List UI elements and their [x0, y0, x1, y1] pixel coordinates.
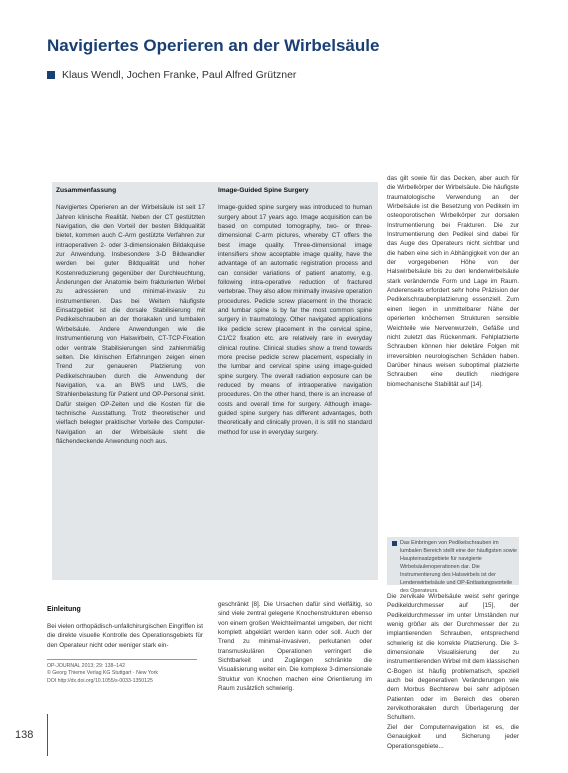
footnote-divider	[47, 659, 197, 660]
intro-heading: Einleitung	[47, 606, 81, 613]
page-number-divider	[47, 714, 48, 756]
square-bullet-icon	[47, 71, 55, 79]
highlight-marker-icon	[392, 541, 397, 546]
journal-copyright: © Georg Thieme Verlag KG Stuttgart · New York	[47, 670, 158, 677]
summary-german-heading: Zusammenfassung	[56, 187, 117, 194]
middle-column-text	[218, 600, 372, 754]
page-number: 138	[15, 729, 34, 741]
journal-doi: DOI http://dx.doi.org/10.1055/s-0033-1350125	[47, 677, 153, 684]
right-column-paragraph-3: Ziel der Computernavigation ist es, die Genauigkeit und Sicherung jeder Operationsgebiete...	[387, 724, 519, 750]
journal-info	[47, 663, 207, 685]
journal-citation: OP-JOURNAL 2013; 29: 138–142	[47, 663, 125, 669]
authors: Klaus Wendl, Jochen Franke, Paul Alfred Grützner	[62, 69, 297, 81]
right-column-text-3	[387, 723, 519, 761]
intro-paragraph: Bei vielen orthopädisch-unfallchirurgischen Eingriffen ist die direkte visuelle Kontrolle des Operationsgebiets für den Operateur nicht oder weniger stark ein-	[47, 623, 203, 649]
middle-column-paragraph: geschränkt [8]. Die Ursachen dafür sind vielfältig, so sind viele zentral gelegene Knochenstrukturen ebenso von einem großen Weichteilmantel umgeben, der nicht komplett abgeklärt werden kann oder soll. Auch der Trend zu minimal-invasiven, perkutanen oder transmuskulären Operationen verringert die Sichtbarkeit und Zugängen schränkte die Visualisierung weiter ein. Die komplexe 3-dimensionale Struktur von Knochen machen eine Orientierung im Raum zusätzlich schwierig.	[218, 601, 372, 693]
right-column-paragraph-2: Die zervikale Wirbelsäule weist sehr geringe Pedikeldurchmesser auf [15], der Pedikeldurchmesser im unter Umständen nur wenig größer als der Durchmesser der zu implantierenden Schrauben, entsprechend schwierig ist die korrekte Platzierung. Die 3-dimensionale Visualisierung der zu instrumentierenden Wirbel mit dem klassischen C-Bogen ist häufig problematisch, speziell auch bei degenerativen Veränderungen wie dem Morbus Bechterew bei sehr adipösen Patienten oder im Bereich des oberen zervikothorakalen durch Überlagerung der Schultern.	[387, 593, 519, 722]
article-title: Navigiertes Operieren an der Wirbelsäule	[47, 36, 380, 55]
summary-english-heading: Image-Guided Spine Surgery	[218, 187, 309, 194]
summary-german-text: Navigiertes Operieren an der Wirbelsäule ist seit 17 Jahren klinische Realität. Neben der CT gestützten Navigation, die den Vorteil der besten Bildqualität bietet, kommen auch C-Arm gestützte Verfahren zur intraoperativen 2- oder 3-dimensionalen Bildakquise zur Anwendung. Insbesondere 3-D Bildwandler werden bei guter Bildqualität und hoher Kostenreduzierung gegenüber der Durchleuchtung, Änderungen der Anatomie beim frakturierten Wirbel zu adressieren und minimal-invasiv zu instrumentieren. Das bei Weitem häufigste Einsatzgebiet ist die dorsale Stabilisierung mit Pedikelschrauben an der thorakalen und lumbalen Wirbelsäule. Andere Anwendungen wie die Instrumentierung von Halswirbeln, CT-TCP-Fixation oder ventrale Stabilisierungen sind zahlenmäßig selten. Die klinischen Erfahrungen zeigen einen Trend zur genaueren Platzierung von Pedikelschrauben durch die Anwendung der Navigation, v.a. an BWS und LWS, die Strahlenbelastung für Patient und OP-Personal sinkt. Dafür steigen OP-Zeiten und die Kosten für die technische Ausstattung. Trotz theoretischer und vielfach belegter praktischer Vorteile des Computer-Navigation an der Wirbelsäule steht die flächendeckende Anwendung noch aus.	[56, 204, 205, 445]
highlight-text: Das Einbringen von Pedikelschrauben im lumbalen Bereich stellt eine der häufigsten sowie Haupteinsatzgebiete für navigierte Wirbelsäulenoperationen dar. Die Instrumentierung des Halswirbels ist der Lendenwirbelsäule und OP-Entlastungsvorteile des Operateurs.	[400, 540, 517, 594]
summary-german	[56, 186, 205, 574]
right-column-text	[387, 174, 519, 530]
summary-english-text: Image-guided spine surgery was introduced to human surgery about 17 years ago. Image acquisition can be based on computed tomography, two- or three-dimensional C-arm pictures, whereby CT offers the best image quality. Three-dimensional image intensifiers show acceptable image quality, have the advantage of an automatic registration process and can consider variations of patient anatomy, e.g. following intra-operative reduction of fractured vertebrae. They also allow minimally invasive operation procedures. Pedicle screw placement in the thoracic and lumbar spine is by far the most common spine surgery in traumatology. Other navigated applications like pedicle screw placement in the cervical spine, C1/C2 fixation etc. are relatively rare in everyday clinical routine. Clinical studies show a trend towards more precise pedicle screw placement, especially in the lumbar and cervical spine using image-guided spine surgery. The overall radiation exposure can be reduced by means of intraoperative navigation procedures. On the other hand, there is an increase of costs and overall time for surgery. Although image-guided spine surgery has different advantages, both theoretically and clinically proven, it is still no standard method for use in everyday surgery.	[218, 204, 372, 436]
intro-text	[47, 622, 203, 654]
summary-english	[218, 186, 372, 574]
authors-line	[47, 69, 296, 81]
right-column-text-2	[387, 592, 519, 722]
right-column-paragraph: das gilt sowie für das Decken, aber auch für die Wirbelkörper der Wirbelsäule. Die häufigste traumatologische Verwendung an der Wirbelsäule ist die Besetzung von Pedikeln im osteoporotischen Wirbelkörper zur dorsalen Instrumentierung bei Frakturen. Die zur Instrumentierung den Pedikel sind dabei für das Auge des Operateurs nicht sichtbar und die haben eine sich in Abhängigkeit von der an der vorgegebenen Höhe von der Halswirbelsäule bis zu den lendenwirbelsäule stark verändernde Form und Lage im Raum. Anderenseits erfordert sehr hohe Präzision der Pedikelschraubenplatzierung essenziell. Zum einen liegen in unmittelbarer Nähe der operierten knöchernen Strukturen sensible Weichteile wie Nervenwurzeln, Gefäße und nicht zuletzt das Rückenmark. Fehlplatzierte Schrauben können hier deletäre Folgen mit irreversiblen neurologischen Schäden haben. Darüber hinaus weisen suboptimal platzierte Schrauben eine deutlich niedrigere biomechanische Stabilität auf [14].	[387, 175, 519, 388]
